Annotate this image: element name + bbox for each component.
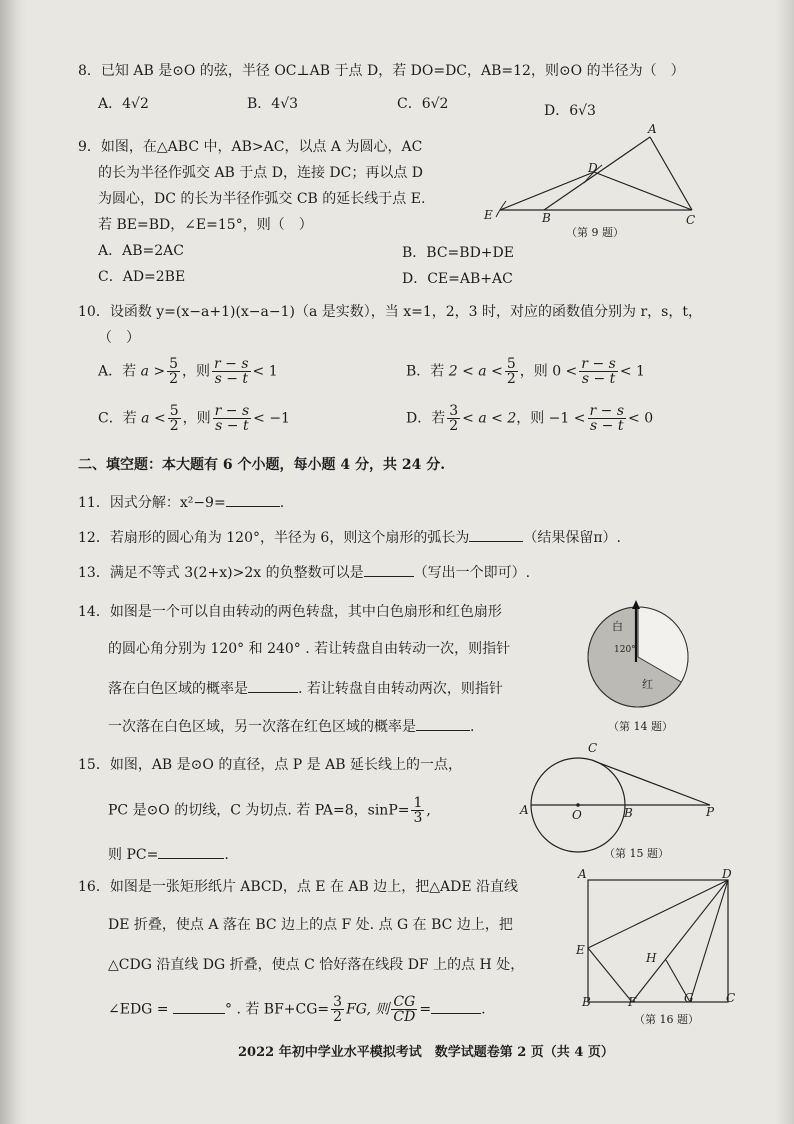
q14-line-3: 落在白色区域的概率是 . 若让转盘自由转动两次，则指针 — [108, 678, 503, 698]
q13: 13．满足不等式 3(2+x)>2x 的负整数可以是 （写出一个即可）. — [78, 562, 530, 582]
q16-point-f: F — [628, 995, 637, 1009]
q15-line-3: 则 PC= . — [108, 844, 229, 864]
q15-point-p: P — [706, 805, 715, 819]
q9-point-c: C — [686, 213, 696, 227]
q16-figure — [574, 868, 744, 1008]
q10-stem: 10．设函数 y=(x−a+1)(x−a−1)（a 是实数），当 x=1，2，3 时，对应的函数值分别为 r，s，t， — [78, 304, 702, 320]
q10-option-a: A．若 a > $\frac{5}{2}$ ，则 $\frac{r - s}{s - t}$ < 1 — [98, 356, 278, 387]
q10-option-d: D．若 $\frac{3}{2}$ < a < 2，则 −1 < $\frac{r - s}{s - t}$ < 0 — [406, 403, 654, 434]
q16-line-2: DE 折叠，使点 A 落在 BC 边上的点 F 处. 点 G 在 BC 边上，把 — [108, 917, 513, 933]
q15-frac-sinp: $\frac{1}{3}$ — [413, 795, 423, 826]
q16-answer-blank-1[interactable] — [173, 999, 225, 1014]
q9-line-4: 若 BE=BD，∠E=15°，则（ ） — [98, 217, 313, 233]
q10-c-frac-a: $\frac{5}{2}$ — [169, 403, 179, 434]
section-2-title: 二、填空题：本大题有 6 个小题，每小题 4 分，共 24 分. — [78, 457, 446, 473]
q16-point-b: B — [582, 995, 591, 1009]
q16-frac-cg-cd: $\frac{CG}{CD}$ — [393, 994, 416, 1025]
q9-figure-caption: （第 9 题） — [566, 226, 624, 239]
q16-line-3: △CDG 沿直线 DG 折叠，使点 C 恰好落在线段 DF 上的点 H 处， — [108, 957, 525, 973]
q11: 11．因式分解：x²−9= . — [78, 492, 284, 512]
q16-figure-caption: （第 16 题） — [634, 1013, 699, 1026]
q10-a-frac-rs: $\frac{r - s}{s - t}$ — [214, 356, 249, 387]
q16-point-g: G — [684, 991, 694, 1005]
q9-option-d: D．CE=AB+AC — [402, 271, 513, 287]
q14-spinner-figure — [588, 600, 688, 710]
q15-line-2: PC 是⊙O 的切线，C 为切点. 若 PA=8，sinP= $\frac{1}{3}$ , — [108, 795, 431, 826]
q15-point-a: A — [520, 803, 529, 817]
q8-option-a: A．4√2 — [98, 96, 149, 112]
q15-figure-caption: （第 15 题） — [604, 847, 669, 860]
q14-angle-label: 120° — [614, 645, 636, 655]
q8-option-c: C．6√2 — [397, 96, 449, 112]
q10-a-frac-a: $\frac{5}{2}$ — [169, 356, 179, 387]
q14-answer-blank-2[interactable] — [416, 716, 470, 731]
q9-option-c: C．AD=2BE — [98, 269, 186, 285]
q16-point-a: A — [578, 867, 587, 881]
q14-line-4: 一次落在白色区域，另一次落在红色区域的概率是 . — [108, 716, 474, 736]
q9-line-1: 9．如图，在△ABC 中，AB>AC，以点 A 为圆心，AC — [78, 139, 423, 155]
page-shadow-right — [776, 0, 794, 1124]
q16-point-c: C — [726, 991, 736, 1005]
q14-line-1: 14．如图是一个可以自由转动的两色转盘，其中白色扇形和红色扇形 — [78, 604, 502, 620]
q9-point-a: A — [648, 122, 657, 136]
page-shadow-left — [0, 0, 26, 1124]
q16-point-d: D — [722, 867, 732, 881]
q14-red-label: 红 — [642, 678, 653, 691]
q10-b-frac-a: $\frac{5}{2}$ — [506, 356, 516, 387]
q10-d-frac-rs: $\frac{r - s}{s - t}$ — [589, 403, 625, 434]
q15-point-b: B — [624, 806, 633, 820]
q14-white-label: 白 — [612, 620, 623, 633]
q9-option-b: B．BC=BD+DE — [402, 245, 514, 261]
q9-point-e: E — [484, 208, 493, 222]
q12: 12．若扇形的圆心角为 120°，半径为 6，则这个扇形的弧长为 （结果保留π）. — [78, 527, 621, 547]
q16-line-4: ∠EDG = ° . 若 BF+CG= $\frac{3}{2}$ FG, 则 $\frac{CG}{CD}$ = . — [108, 994, 486, 1025]
q8-option-d: D．6√3 — [544, 103, 596, 119]
q10-option-c: C．若 a < $\frac{5}{2}$ ，则 $\frac{r - s}{s - t}$ < −1 — [98, 403, 290, 434]
q10-b-frac-rs: $\frac{r - s}{s - t}$ — [581, 356, 616, 387]
q9-point-b: B — [542, 211, 551, 225]
q14-line-2: 的圆心角分别为 120° 和 240° . 若让转盘自由转动一次，则指针 — [108, 641, 511, 657]
q9-figure — [480, 122, 710, 227]
q8-option-b: B．4√3 — [247, 96, 299, 112]
q16-frac-3-2: $\frac{3}{2}$ — [333, 994, 343, 1025]
q16-point-e: E — [576, 943, 585, 957]
q16-answer-blank-2[interactable] — [431, 999, 481, 1014]
q16-line-1: 16．如图是一张矩形纸片 ABCD，点 E 在 AB 边上，把△ADE 沿直线 — [78, 879, 519, 895]
q15-answer-blank[interactable] — [158, 844, 224, 859]
q16-point-h: H — [646, 951, 657, 965]
q15-point-c: C — [588, 741, 598, 755]
q14-answer-blank-1[interactable] — [248, 678, 298, 693]
q10-paren: （ ） — [98, 330, 140, 346]
q9-point-d: D — [588, 161, 598, 175]
q15-point-o: O — [572, 808, 582, 822]
page-footer: 2022 年初中学业水平模拟考试 数学试题卷第 2 页（共 4 页） — [238, 1045, 614, 1060]
q8-stem: 8．已知 AB 是⊙O 的弦，半径 OC⊥AB 于点 D，若 DO=DC，AB=12，则⊙O 的半径为（ ） — [78, 63, 685, 79]
q10-c-frac-rs: $\frac{r - s}{s - t}$ — [214, 403, 250, 434]
q9-option-a: A．AB=2AC — [98, 243, 184, 259]
q9-line-3: 为圆心，DC 的长为半径作弧交 CB 的延长线于点 E. — [98, 191, 426, 207]
q13-answer-blank[interactable] — [364, 562, 414, 577]
q11-answer-blank[interactable] — [226, 492, 280, 507]
q10-d-frac-a: $\frac{3}{2}$ — [449, 403, 459, 434]
q10-option-b: B．若 2 < a < $\frac{5}{2}$ ，则 0 < $\frac{r - s}{s - t}$ < 1 — [406, 356, 645, 387]
q15-figure — [520, 740, 720, 845]
q15-line-1: 15．如图，AB 是⊙O 的直径，点 P 是 AB 延长线上的一点， — [78, 757, 462, 773]
q9-line-2: 的长为半径作弧交 AB 于点 D，连接 DC；再以点 D — [98, 165, 424, 181]
q14-figure-caption: （第 14 题） — [608, 720, 673, 733]
q12-answer-blank[interactable] — [469, 527, 523, 542]
